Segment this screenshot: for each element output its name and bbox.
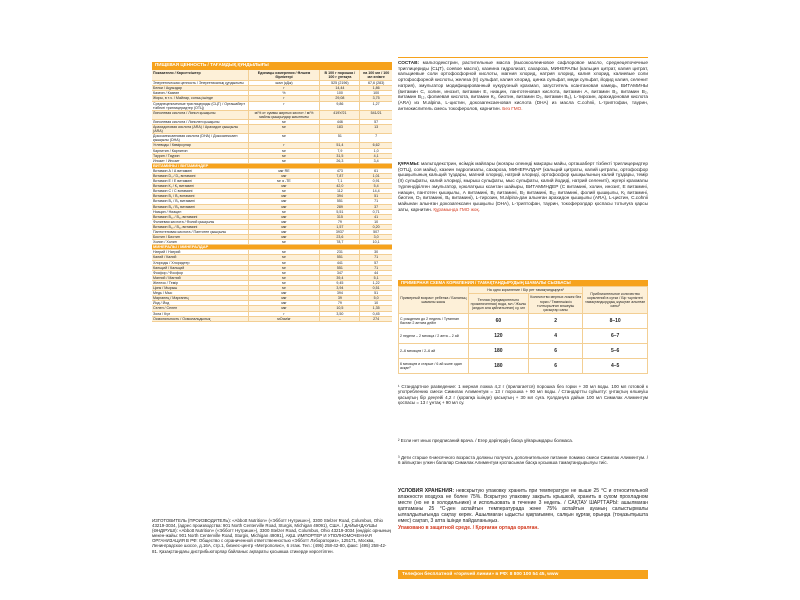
nutrition-cell-v2: 71 [360,255,392,260]
feeding-cell: 5–6 [583,344,648,359]
nutrition-cell-name: Среднецепочечные триглицериды (СЦТ) / Орташаберт тізбекті триглицеридтер (ОТЦ) [152,101,248,110]
nutrition-row [152,134,392,143]
nutrition-cell-u: мг [248,189,320,194]
nutrition-cell-name: Белки / Ақуыздар [152,86,248,91]
nutrition-cell-v1: 419У/21 [320,110,360,119]
nutrition-cell-name: Кальций / Кальций [152,265,248,270]
nutrition-cell-name: Витамин К₁ / К₁ витамині [152,184,248,189]
nutrition-cell-u: мОсм/кг [248,316,320,321]
nutrition-cell-name: Линолевая кислота / Линолен қышқылы [152,119,248,124]
feeding-title: ПРИМЕРНАЯ СХЕМА КОРМЛЕНИЯ / ТАМАҚТАНДЫРУДЫҢ ШАМАЛЫ СЫЗБАСЫ [398,280,648,286]
nutrition-cell-u: мг [248,275,320,280]
nutrition-cell-v2: 3,4 [360,158,392,163]
nutrition-cell-name: Энергетическая ценность / Энергетикалық құндылығы [152,81,248,86]
nutrition-cell-v2: 1,35 [360,306,392,311]
nutrition-cell-name: Железо / Темір [152,280,248,285]
nutrition-cell-v2: 10 [360,219,392,224]
feeding-row [399,359,648,374]
nutrition-cell-name: Магний / Магний [152,275,248,280]
nutrition-cell-v1: – [320,316,360,321]
nutrition-cell-v2: 61 [360,168,392,173]
nutrition-cell-v2: 51 [360,291,392,296]
manufacturer-info: ИЗГОТОВИТЕЛЬ (ПРОИЗВОДИТЕЛЬ): «Abbott Nutrition» («Эбботт Нутришн»), 3300 Stelzer Road, Columbus, Ohio 43219-3034, (адрес производства: 901 North Centerville Road, Sturgis, Michigan 49091), США. / ДАЙЫНДАУШЫ (ӨНДІРУШІ): «Abbott Nutrition» («Эбботт Нутришн»), 3300 Stelzer Road, Columbus, Ohio 43219-3034 (өндіріс орнының мекен-жайы: 901 North Centerville Road, Sturgis, Michigan 49091), АҚШ. ИМПОРТЕР И УПОЛНОМОЧЕННАЯ ОРГАНИЗАЦИЯ В РФ: Общество с ограниченной ответственностью «Эбботт Лэбораториз», 125171, Москва, Ленинградское шоссе, д.16А, стр.1, бизнес-центр «Метрополис», 6 этаж. Тел.: (495) 258-42-80, факс: (495) 258-42-81. Қазақстандағы дистрибьюторлар байланыс ақпараты қосымша стикерде көрсетілген. [152,518,391,554]
feeding-grid [398,286,648,374]
feeding-cell: 8–10 [583,314,648,329]
nutrition-cell-u: ккал (кДж) [248,81,320,86]
nutrition-cell-u: м/% от суммы жирных кислот / м/% майлы қышқылдар жиынтығы [248,110,320,119]
top-divider [398,57,648,58]
composition-kz [398,161,648,212]
nutrition-cell-u: мг [248,280,320,285]
nutrition-cell-name: Казеин / Казеин [152,91,248,96]
nutrition-cell-v1: 7,9 [320,148,360,153]
nutrition-cell-v2: 100 [360,91,392,96]
feeding-header-one: На одно кормление / Бір рет тамақтандыруға¹ [468,287,583,294]
nutrition-cell-v1: 394 [320,194,360,199]
nutrition-cell-v1: 31,5 [320,153,360,158]
nutrition-cell-v1: В 100 г порошка / 100 г ұнтақта [320,70,360,81]
nutrition-cell-u: мкг [248,194,320,199]
nutrition-cell-name: Арахидоновая кислота (ARA) / Арахидон қышқылы (ARA) [152,125,248,134]
nutrition-cell-u: мкг [248,219,320,224]
nutrition-cell-v1: 79 [320,301,360,306]
nutrition-cell-name: Ниацин / Ниацин [152,209,248,214]
nutrition-cell-v1: 100 [320,91,360,96]
nutrition-cell-name: Инозит / Инозит [152,158,248,163]
nutrition-cell-v1: 183 [320,125,360,134]
nutrition-cell-v2: 0,91 [360,179,392,184]
nutrition-cell-v2: 7 [360,134,392,143]
nutrition-cell-v1: 78,7 [320,240,360,245]
nutrition-cell-v2: 71 [360,199,392,204]
feeding-cell: 6 месяцев и старше / 6 ай және одан асқан³ [399,359,469,374]
nutrition-cell-v2: на 100 мл / 100 мл өнімге [360,70,392,81]
nutrition-cell-v1: 29,08 [320,96,360,101]
nutrition-row [152,110,392,119]
nutrition-cell-u: мг α -TE [248,179,320,184]
nutrition-cell-name: Показатели / Көрсеткіштер [152,70,248,81]
nutrition-cell-u: Единицы измерения / Өлшем бірліктері [248,70,320,81]
nutrition-cell-v2: 1,27 [360,101,392,110]
nutrition-cell-u: г [248,96,320,101]
nutrition-cell-v1: 5,51 [320,209,360,214]
nutrition-cell-u: мг [248,265,320,270]
feeding-cell: 6–7 [583,329,648,344]
note-2: ² Если нет иных предписаний врача. / Егер дәрігердің басқа ұйғарымдары болмаса. [398,438,574,443]
nutrition-cell-u: мкг [248,173,320,178]
nutrition-cell-v2: 5,0 [360,296,392,301]
nutrition-cell-u: мг [248,209,320,214]
nutrition-cell-u: мкг [248,230,320,235]
nutrition-cell-v1: 525 (2196) [320,81,360,86]
nutrition-cell-u: мг [248,153,320,158]
nutrition-cell-u: мкг [248,199,320,204]
nutrition-cell-v2: 5,4 [360,184,392,189]
nutrition-cell-v1: 9,45 [320,280,360,285]
nutrition-cell-v1: 3937 [320,230,360,235]
note-3: ³ Дети старше 6-месячного возраста должны получать дополнительное питание помимо смеси Симилак Алиментум. / 6 айлықтан үлкен балалар Симилак Алиментум қоспасынан басқа қосымша тамақтандырылуы тиіс. [398,455,648,466]
nutrition-cell-name: Фосфор / Фосфор [152,270,248,275]
nutrition-cell-u: мг [248,240,320,245]
nutrition-cell-v2: 1,01 [360,173,392,178]
nutrition-cell-name: Витамин Е / Е витамині [152,179,248,184]
nutrition-cell-u: г [248,86,320,91]
nutrition-cell-name: Углеводы / Көмірсулар [152,143,248,148]
nutrition-cell-v2: 44 [360,270,392,275]
feeding-header-water: Теплая (предварительно прокипяченная) вода, мл / Жылы (алдын ала қайнатылған) су, мл [468,294,528,314]
feeding-cell: 180 [468,359,528,374]
storage-extra: Упаковано в защитной среде. / Қорғаған ортада оралған. [398,524,539,531]
storage-conditions [398,488,648,531]
nutrition-cell-v2: 1,22 [360,280,392,285]
nutrition-cell-v1: 394 [320,291,360,296]
nutrition-cell-v2: 10,1 [360,240,392,245]
feeding-cell: 2–6 месяцев / 2–6 ай [399,344,469,359]
nutrition-cell-v1: 26,3 [320,158,360,163]
feeding-row [399,314,648,329]
nutrition-cell-name: Селен / Селен [152,306,248,311]
nutrition-cell-name: Цинк / Мырыш [152,286,248,291]
nutrition-cell-u: г [248,311,320,316]
nutrition-cell-v2: 67,6 (283) [360,81,392,86]
nutrition-cell-name: Медь / Мыс [152,291,248,296]
nutrition-cell-name: Таурин / Таурин [152,153,248,158]
nutrition-cell-v1: 51 [320,134,360,143]
feeding-cell: 4 [529,329,583,344]
kz-composition-text: мальтодекстрин, өсімдік майлары (жоғары олеинді мақсары майы, орташаберт тізбекті триглицеридтер (ОТЦ), соя майы), казеин гидролизаты, сахароза, МИНЕРАЛДАР (кальций цитраты, калий цитраты, ортофосфор қышқылының кальций тұздары, магний хлориді, натрий хлориді, ортофосфор қышқылының калий тұздары, темір (II) сульфаты, калий хлориді, мырыш сульфаты, мыс сульфаты, калий йодиді, натрий селениті), жүгері крахмалы түрлендірілген эмульгатор, қоюлатқыш ксантан шайыры, ВИТАМИНДЕР (С витамині, холин, инозит, Е витамині, ниацин, пантотен қышқылы, А витамині, В₁ витамині, В₂ витамині, В₁₂ витамині, фолий қышқылы, К₁ витамині, биотин, D₃ витамині, В₆ витамині), L-тирозин, M.alpina-дан алынған арахидон қышқылы (ARA), L-цистин, C.cohnii майынан алынған докозагексаен қышқылы (DHA), L-триптофан, таурин, токоферолдар қоспасы тотығуға қарсы заты, карнитин. [398,161,648,212]
nutrition-cell-v1: 7,87 [320,173,360,178]
feeding-cell: 2 недели – 2 месяца / 2 апта – 2 ай [399,329,469,344]
nutrition-cell-u: мкг [248,214,320,219]
nutrition-cell-name: Марганец / Марганец [152,296,248,301]
nutrition-cell-u: мкг [248,301,320,306]
nutrition-cell-u: мг [248,255,320,260]
nutrition-cell-v2: 14,4 [360,189,392,194]
nutrition-cell-u: мг [248,260,320,265]
storage-text: невскрытую упаковку хранить при температуре не выше 25 °С и относительной влажности воздуха не более 75%. Вскрытую упаковку закрыть крышкой, хранить в сухом прохладном месте (но не в холодильнике) и использовать в течение 3 недель. / САҚТАУ ШАРТТАРЫ: ашылмаған қаптаманы 25 °С-ден аспайтын температурада және 75% аспайтын ауаның салыстырмалы ылғалдылығында сақтау керек. Ашылмаған ыдысты қақпағымен, салқын құрғақ орында (тоңазытқышта емес) сақтап, 3 апта ішінде пайдаланыңыз. [398,488,648,525]
nutrition-cell-v1: 1,57 [320,224,360,229]
nutrition-cell-u: г [248,101,320,110]
nutrition-cell-v1: 446 [320,119,360,124]
nutrition-cell-u: мкг [248,224,320,229]
nutrition-cell-v2: 37 [360,204,392,209]
nutrition-cell-v1: 315 [320,214,360,219]
nutrition-cell-name: Витамин В₁₂ / В₁₂ витамині [152,214,248,219]
storage-label: УСЛОВИЯ ХРАНЕНИЯ: [398,488,455,494]
feeding-header-age: Примерный возраст ребенка / Баланың шамалы жасы [399,287,469,314]
nutrition-cell-name: Витамин В₆ / В₆ витамині [152,204,248,209]
nutrition-cell-v2: 1,86 [360,86,392,91]
nutrition-cell-v2: 71 [360,265,392,270]
nutrition-cell-v2: 51 [360,194,392,199]
nutrition-section-title: ВИТАМИНЫ / ВИТАМИНДЕР [152,163,392,168]
nutrition-cell-v1: 79 [320,219,360,224]
nutrition-cell-v2: 5,1 [360,275,392,280]
nutrition-cell-v1: 3,50 [320,311,360,316]
nutrition-cell-v2: 0,51 [360,286,392,291]
feeding-cell: 6 [529,344,583,359]
composition-label: СОСТАВ: [398,60,420,65]
nutrition-cell-v1: 14,44 [320,86,360,91]
nutrition-cell-name: Калий / Калий [152,255,248,260]
nutrition-cell-name: Биотин / Биотин [152,235,248,240]
nutrition-cell-name: Осмоляльность / Осмолальдылық [152,316,248,321]
feeding-header-count: Приблизительное количество кормлений в сутки / Бір тәуліктегі тамақтандырудың жуықтап алынған саны² [583,287,648,314]
nutrition-cell-v1: 112 [320,189,360,194]
feeding-header-spoons: Количество мерных ложек без горки / Төмпешіксіз толтырылған өлшеуіш қасықтар саны [530,295,582,313]
nutrition-cell-v1: 10,5 [320,306,360,311]
nutrition-cell-u: мг [248,148,320,153]
nutrition-row [152,125,392,134]
nutrition-cell-name: Витамин В₁₂ / В₁₂ витамині [152,224,248,229]
nutrition-table [152,62,392,322]
nutrition-cell-name: Хлориды / Хлоридтер [152,260,248,265]
nutrition-cell-name: Йод / Йод [152,301,248,306]
composition-text: мальтодекстрин, растительные масла (высокоолеиновое сафлоровое масло, среднецепочечные триглицериды (СЦТ), соевое масло), казеина гидролизат, сахароза, МИНЕРАЛЫ (кальция цитрат, калия цитрат, кальциевые соли ортофосфорной кислоты, магния хлорид, натрия хлорид, калия хлорид, калиевые соли ортофосфорной кислоты, железа (II) сульфат, калия хлорид, цинка сульфат, меди сульфат, йодид калия, селенит натрия), эмульгатор модифицированный кукурузный крахмал, загуститель ксантановая камедь, ВИТАМИНЫ (витамин С, холин, инозит, витамин Е, ниацин, пантотеновая кислота, витамин А, витамин В₁, витамин В₂, витамин В₁₂, фолиевая кислота, витамин К₁, биотин, витамин D₃, витамин В₆), L-тирозин, арахидоновая кислота (ARA) из M.alpina, L-цистин, докозагексаеновая кислота (DHA) из масла C.cohnii, L-триптофан, таурин, антиокислитель смесь токоферолов, карнитин. [398,60,648,111]
nutrition-cell-u: мг [248,250,320,255]
nutrition-cell-v2: 274 [360,316,392,321]
feeding-cell: 120 [468,329,528,344]
nutrition-cell-name: Линолевая кислота / Линол қышқылы [152,110,248,119]
note-1: ¹ Стандартное разведение: 1 мерная ложка 4,2 г (прилагается) порошка без горки + 30 мл воды. 100 мл готовой к употреблению смеси Симилак Алиментум = 13 г порошка + 90 мл воды. / Стандартты сұйылту: ұнтақтың өлшеуіш қасықтың бір деңгейі 4,2 г (қорапқа ішінде) қасықтың + 30 мл суға. Қолдануға дайын 100 мл Симилак Алиментум қоспасы = 13 г ұнтақ + 90 мл су. [398,384,648,406]
nutrition-cell-v2: 4,1 [360,153,392,158]
nutrition-cell-name: Фолиевая кислота / Фолий қышқылы [152,219,248,224]
nutrition-cell-v2: 1,0 [360,148,392,153]
nutrition-cell-u: мг [248,134,320,143]
nutrition-cell-u: мкг [248,291,320,296]
composition-gmo: Без ГМО. [502,105,523,111]
nutrition-section-title: МИНЕРАЛЫ / МИНЕРАЛДАР [152,245,392,250]
nutrition-cell-name: Пантотеновая кислота / Пантотен қышқылы [152,230,248,235]
feeding-row [399,344,648,359]
nutrition-cell-name: Докозагексаеновая кислота (DHA) / Докозагексаен қышқылы (DHA) [152,134,248,143]
feeding-cell: 60 [468,314,528,329]
nutrition-cell-v2: 13 [360,125,392,134]
nutrition-grid [152,70,392,322]
nutrition-cell-name: Холин / Холин [152,240,248,245]
nutrition-cell-u: мг [248,270,320,275]
feeding-cell: 180 [468,344,528,359]
kz-composition-label: ҚҰРАМЫ: [398,161,420,166]
kz-composition-gmo: Құрамында ГМО жоқ. [433,206,480,212]
nutrition-cell-name: Витамин D₃ / D₃ витамині [152,173,248,178]
nutrition-cell-v1: 551 [320,265,360,270]
nutrition-cell-v1: 39,4 [320,275,360,280]
nutrition-cell-u: мкг [248,184,320,189]
feeding-cell: 6 [529,359,583,374]
nutrition-title: ПИЩЕВАЯ ЦЕННОСТЬ / ТАҒАМДЫҚ ҚҰНДЫЛЫҒЫ [152,62,392,70]
nutrition-cell-v1: 231 [320,250,360,255]
nutrition-cell-v1: 289 [320,204,360,209]
nutrition-row [152,70,392,81]
nutrition-cell-u: мг [248,119,320,124]
nutrition-cell-v2: 3,0 [360,235,392,240]
nutrition-cell-u: мкг [248,306,320,311]
nutrition-cell-v2: 30 [360,250,392,255]
feeding-scheme [398,280,648,374]
nutrition-cell-v1: 551 [320,199,360,204]
nutrition-cell-name: Натрий / Натрий [152,250,248,255]
nutrition-cell-v1: 39 [320,296,360,301]
nutrition-cell-name: Витамин С / С витамині [152,189,248,194]
nutrition-cell-name: Жиры, в т.ч. / Майлар, соның ішінде [152,96,248,101]
nutrition-cell-v2: 3,75 [360,96,392,101]
nutrition-cell-v1: 42,0 [320,184,360,189]
nutrition-cell-v1: 9,86 [320,101,360,110]
nutrition-cell-v1: 441 [320,260,360,265]
nutrition-cell-v1: 23,6 [320,235,360,240]
nutrition-cell-u: мкг [248,204,320,209]
composition-ru [398,60,648,111]
nutrition-cell-u: мкг [248,235,320,240]
nutrition-cell-u: мг [248,286,320,291]
nutrition-cell-v2: 0,45 [360,311,392,316]
nutrition-cell-v1: 7,1 [320,179,360,184]
feeding-cell: 4–5 [583,359,648,374]
nutrition-cell-v2: 57 [360,260,392,265]
feeding-cell: С рождения до 2 недель / Туғаннан бастап 2 аптаға дейін [399,314,469,329]
nutrition-cell-v1: 473 [320,168,360,173]
nutrition-cell-name: Карнитин / Карнитин [152,148,248,153]
nutrition-cell-name: Зола / Күл [152,311,248,316]
nutrition-cell-v2: 10 [360,301,392,306]
nutrition-cell-u: мг [248,125,320,134]
nutrition-cell-v1: 3,94 [320,286,360,291]
nutrition-cell-u: мкг [248,296,320,301]
nutrition-cell-v1: 347 [320,270,360,275]
nutrition-cell-v2: 6,62 [360,143,392,148]
feeding-cell: 2 [529,314,583,329]
nutrition-cell-v2: 541/21 [360,110,392,119]
nutrition-cell-v2: 41 [360,214,392,219]
nutrition-cell-v2: 0,71 [360,209,392,214]
nutrition-cell-name: Витамин А / А витамині [152,168,248,173]
nutrition-cell-v1: 51,4 [320,143,360,148]
nutrition-cell-v1: 551 [320,255,360,260]
nutrition-cell-u: мкг RE [248,168,320,173]
nutrition-row [152,101,392,110]
nutrition-row [152,316,392,321]
feeding-row [399,329,648,344]
nutrition-cell-v2: 0,20 [360,224,392,229]
nutrition-cell-v2: 507 [360,230,392,235]
nutrition-cell-u: г [248,143,320,148]
nutrition-cell-u: % [248,91,320,96]
nutrition-cell-name: Витамин В₁ / В₁ витамині [152,194,248,199]
nutrition-cell-name: Витамин В₂ / В₂ витамині [152,199,248,204]
nutrition-cell-u: мг [248,158,320,163]
nutrition-cell-v2: 57 [360,119,392,124]
hotline-banner: Телефон бесплатной «горячей линии» в РФ: 8 800 100 54 45, www [398,570,648,579]
